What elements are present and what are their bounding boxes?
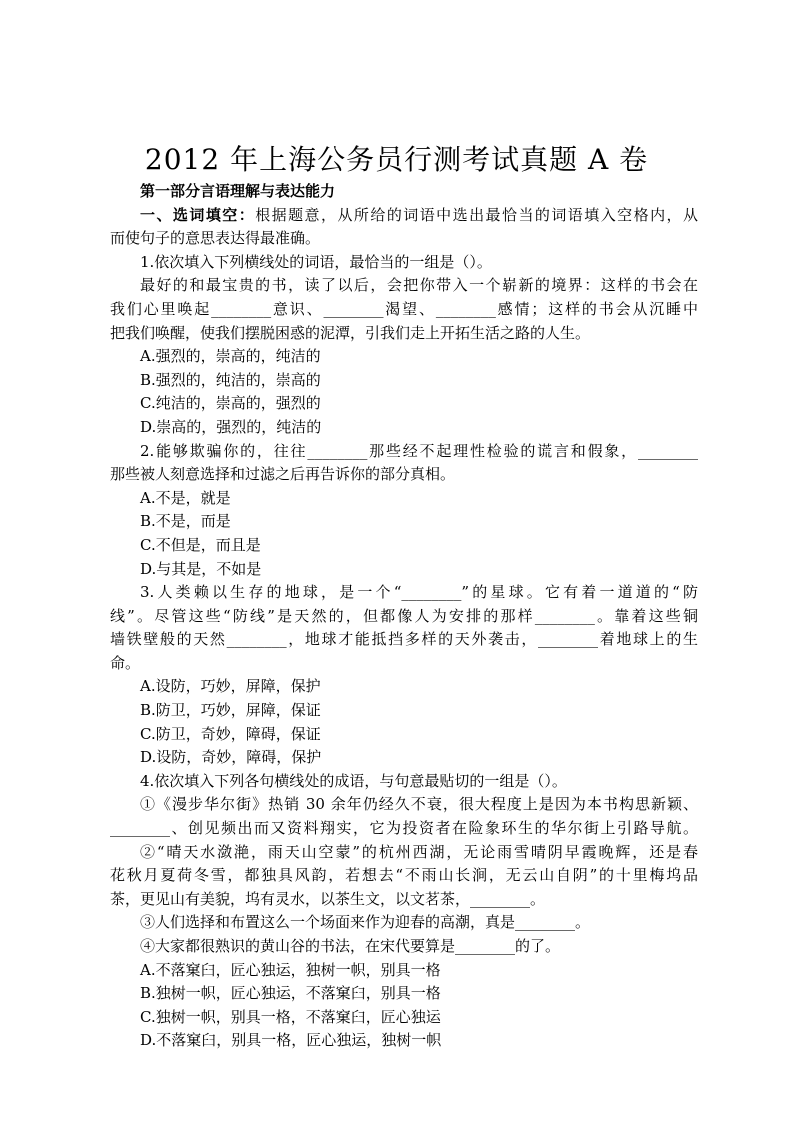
text-line: 最好的和最宝贵的书，读了以后，会把你带入一个崭新的境界：这样的书会在: [140, 276, 698, 295]
text-line: ②“晴天水潋滟，雨天山空蒙”的杭州西湖，无论雨雪晴阴早霞晚辉，还是春: [140, 842, 698, 861]
text-line: 线”。尽管这些“防线”是天然的，但都像人为安排的那样________。靠着这些铜: [110, 606, 698, 625]
text-line: 2.能够欺骗你的，往往________那些经不起理性检验的谎言和假象，________: [140, 441, 698, 460]
document-title: 2012 年上海公务员行测考试真题 A 卷: [144, 143, 649, 176]
text-line: 3.人类赖以生存的地球，是一个“________”的星球。它有着一道道的“防: [140, 583, 698, 602]
text-line: 把我们唤醒，使我们摆脱困惑的泥潭，引我们走上开拓生活之路的人生。: [110, 323, 591, 342]
text-line: 1.依次填入下列横线处的词语，最恰当的一组是（）。: [140, 252, 492, 271]
document-body: [110, 180, 698, 1053]
text-line: ④大家都很熟识的黄山谷的书法，在宋代要算是________的了。: [140, 937, 561, 955]
text-line: ________、创见频出而又资料翔实，它为投资者在险象环生的华尔街上引路导航。: [110, 819, 698, 838]
text-line: B.强烈的，纯洁的，崇高的: [140, 370, 321, 389]
text-line: C.不但是，而且是: [140, 535, 261, 554]
text-line: B.防卫，巧妙，屏障，保证: [140, 701, 321, 720]
text-line: D.设防，奇妙，障碍，保护: [140, 748, 322, 767]
section-heading: 一、选词填空：: [140, 205, 256, 224]
text-line: 命。: [110, 653, 141, 672]
text-line: D.不落窠臼，别具一格，匠心独运，独树一帜: [140, 1031, 442, 1050]
text-line: D.崇高的，强烈的，纯洁的: [140, 417, 322, 436]
text-line: 我们心里唤起________意识、________渴望、________感情；这样的书会从沉睡中: [110, 299, 698, 318]
text-line: 4.依次填入下列各句横线处的成语，与句意最贴切的一组是（）。: [140, 771, 567, 790]
text-line: C.独树一帜，别具一格，不落窠臼，匠心独运: [140, 1007, 441, 1026]
text-line: A.不是，就是: [140, 488, 231, 507]
text-line: D.与其是，不如是: [140, 559, 262, 578]
text-line: [110, 204, 698, 228]
text-line: A.强烈的，崇高的，纯洁的: [140, 347, 321, 366]
text-line: B.不是，而是: [140, 512, 231, 531]
text-line: C.纯洁的，崇高的，强烈的: [140, 394, 321, 413]
text-line: ③人们选择和布置这么一个场面来作为迎春的高潮，真是________。: [140, 913, 591, 932]
text-line: C.防卫，奇妙，障碍，保证: [140, 724, 321, 743]
text-line: 茶，更见山有美貌，坞有灵水，以茶生文，以文茗茶，________。: [110, 889, 546, 908]
text-line: A.设防，巧妙，屏障，保护: [140, 677, 321, 696]
text-line: ①《漫步华尔街》热销 30 余年仍经久不衰，很大程度上是因为本书构思新颖、: [140, 795, 698, 814]
text-line: 第一部分言语理解与表达能力: [140, 182, 336, 200]
text-line: B.独树一帜，匠心独运，不落窠臼，别具一格: [140, 984, 441, 1003]
section-instruction: 根据题意，从所给的词语中选出最恰当的词语填入空格内，从: [255, 205, 698, 224]
text-line: A.不落窠臼，匠心独运，独树一帜，别具一格: [140, 960, 441, 979]
text-line: 那些被人刻意选择和过滤之后再告诉你的部分真相。: [110, 465, 456, 484]
text-line: 花秋月夏荷冬雪，都独具风韵，若想去“不雨山长涧，无云山自阴”的十里梅坞品: [110, 866, 698, 885]
text-line: 而使句子的意思表达得最准确。: [110, 229, 321, 248]
text-line: 墙铁壁般的天然________，地球才能抵挡多样的天外袭击，________着地球上的生: [110, 630, 698, 649]
